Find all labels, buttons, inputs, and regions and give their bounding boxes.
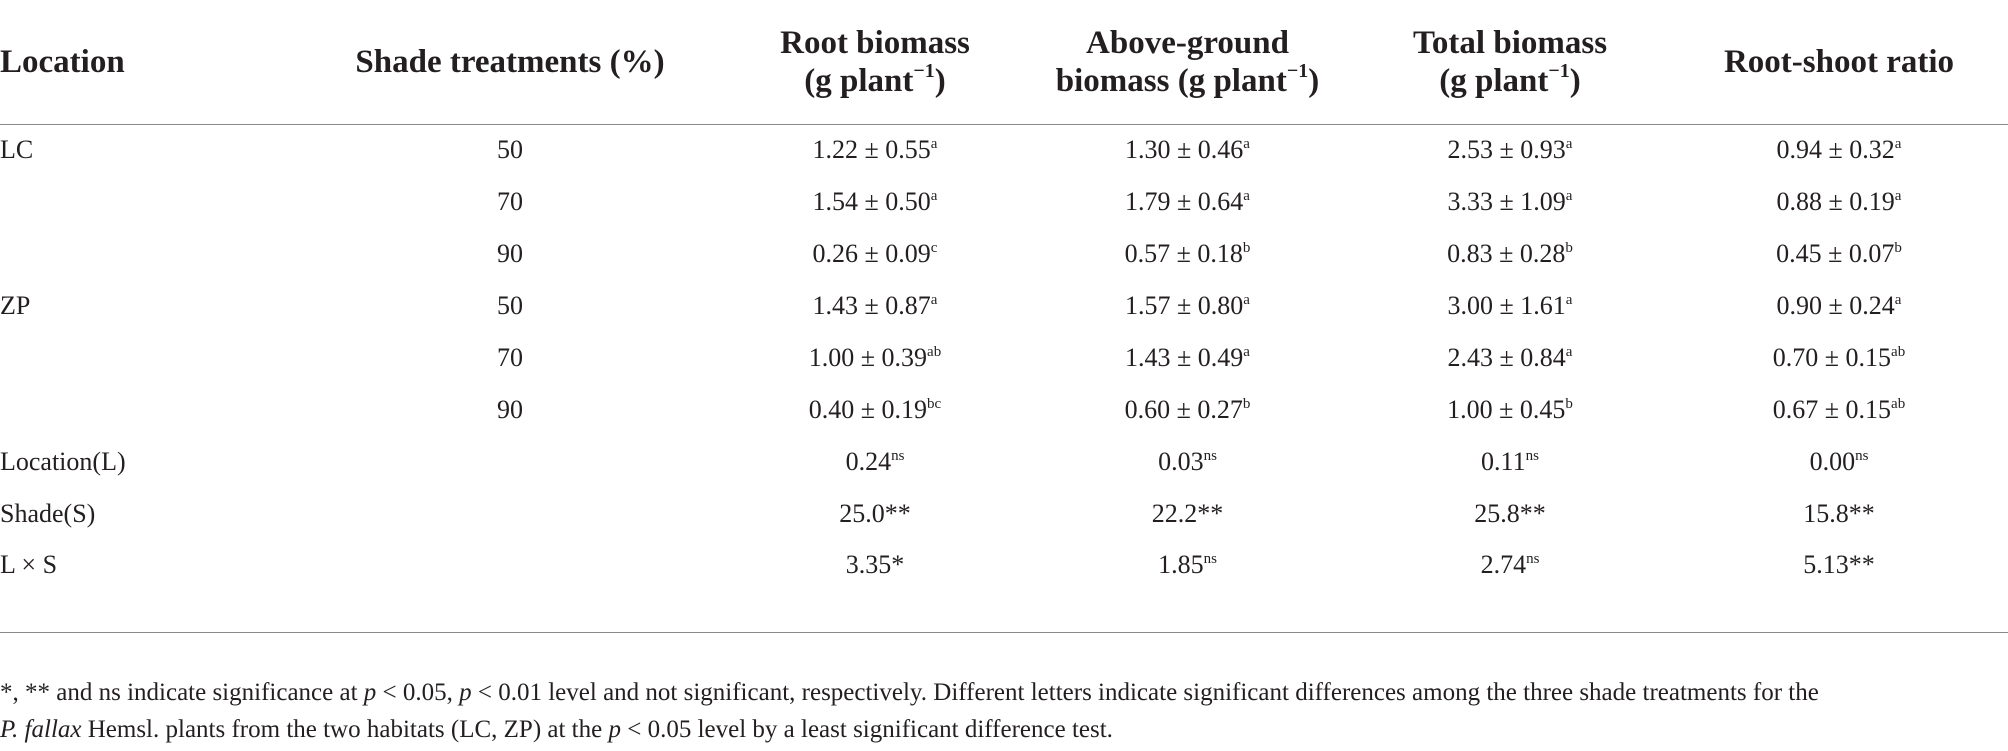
cell-shade: 70 (497, 187, 523, 216)
significance-letter: a (1894, 136, 1902, 153)
significance-letter: a (930, 188, 938, 204)
cell-location: Shade(S) (0, 499, 96, 528)
cell-value (1350, 176, 1670, 228)
cell-value-text: 0.94 ± 0.32 (1776, 135, 1895, 165)
cell-value (725, 176, 1025, 228)
cell-value-text: 0.88 ± 0.19 (1776, 187, 1895, 216)
significance-letter: ns (1203, 551, 1217, 567)
cell-value-text: 1.54 ± 0.50 (812, 187, 931, 216)
cell-value-text: 2.74 (1480, 550, 1527, 579)
cell-value-text: 0.11 (1481, 447, 1526, 476)
cell-value (1670, 540, 2008, 633)
cell-value-text: 0.90 ± 0.24 (1776, 291, 1895, 320)
significance-letter: ab (1891, 344, 1906, 360)
cell-value-text: 0.03 (1158, 447, 1204, 476)
cell-value-text: 1.79 ± 0.64 (1125, 187, 1244, 216)
header-shade-treatments: Shade treatments (%) (295, 0, 725, 124)
cell-location (0, 228, 295, 280)
cell-value-text: 0.60 ± 0.27 (1124, 395, 1243, 424)
cell-value-text: 3.35* (845, 550, 905, 579)
cell-value (1350, 124, 1670, 176)
cell-value (1025, 488, 1350, 540)
significance-letter: a (1243, 292, 1250, 308)
significance-letter: ab (1891, 396, 1906, 412)
table-body (0, 124, 2008, 633)
significance-letter: b (1242, 240, 1251, 256)
cell-value-text: 0.45 ± 0.07 (1776, 239, 1895, 268)
header-above-ground-biomass: Above-ground biomass (g plant$^{-1}$) (1025, 0, 1350, 124)
significance-letter: c (930, 240, 938, 256)
significance-letter: a (1243, 188, 1250, 204)
cell-value-text: 25.0** (839, 499, 911, 528)
cell-value (1670, 332, 2008, 384)
cell-value (725, 488, 1025, 540)
cell-location: LC (0, 135, 34, 165)
cell-value (1670, 176, 2008, 228)
cell-value (1350, 384, 1670, 436)
cell-value-text: 1.00 ± 0.39 (808, 343, 928, 372)
table-row (0, 176, 2008, 228)
significance-letter: ns (1525, 448, 1539, 464)
header-root-biomass: Root biomass (g plant$^{-1}$) (725, 0, 1025, 124)
significance-letter: a (1243, 136, 1250, 153)
significance-letter: b (1242, 396, 1251, 412)
significance-letter: bc (927, 396, 942, 412)
cell-value (1670, 280, 2008, 332)
significance-letter: a (1894, 188, 1902, 204)
cell-value-text: 2.53 ± 0.93 (1447, 135, 1566, 165)
significance-letter: b (1565, 240, 1573, 256)
cell-value (725, 228, 1025, 280)
cell-value-text: 1.00 ± 0.45 (1447, 395, 1566, 424)
significance-letter: a (930, 292, 938, 308)
cell-shade: 50 (497, 135, 523, 165)
cell-location: ZP (0, 291, 31, 320)
cell-value (725, 384, 1025, 436)
cell-value-text: 1.43 ± 0.87 (812, 291, 931, 320)
cell-value-text: 1.22 ± 0.55 (812, 135, 931, 165)
header-location: Location (0, 0, 295, 124)
header-total-biomass: Total biomass (g plant$^{-1}$) (1350, 0, 1670, 124)
significance-letter: b (1894, 240, 1902, 256)
cell-value-text: 0.26 ± 0.09 (812, 239, 931, 268)
cell-value-text: 3.00 ± 1.61 (1447, 291, 1566, 320)
significance-letter: a (1565, 188, 1573, 204)
cell-location: Location(L) (0, 447, 126, 476)
cell-value-text: 1.30 ± 0.46 (1125, 135, 1244, 165)
cell-value (1670, 384, 2008, 436)
cell-value-text: 2.43 ± 0.84 (1447, 343, 1566, 372)
cell-value (1350, 228, 1670, 280)
cell-shade (295, 488, 725, 540)
significance-letter: ns (1526, 551, 1540, 567)
table-row (0, 488, 2008, 540)
cell-value-text: 1.85 (1158, 550, 1204, 579)
cell-value (1350, 332, 1670, 384)
table-row (0, 124, 2008, 176)
cell-value-text: 0.57 ± 0.18 (1124, 239, 1243, 268)
cell-value-text: 1.43 ± 0.49 (1125, 343, 1244, 372)
significance-letter: a (1894, 292, 1902, 308)
header-row (0, 0, 2008, 124)
cell-location (0, 332, 295, 384)
cell-value (1025, 384, 1350, 436)
cell-value (1350, 488, 1670, 540)
cell-value-text: 0.24 (845, 447, 892, 476)
table-row (0, 540, 2008, 633)
cell-value (1670, 228, 2008, 280)
cell-value (1025, 280, 1350, 332)
significance-letter: a (1243, 344, 1250, 360)
cell-location (0, 176, 295, 228)
cell-shade: 50 (497, 291, 523, 320)
table-row (0, 280, 2008, 332)
table-row (0, 228, 2008, 280)
significance-letter: ns (1203, 448, 1217, 464)
significance-letter: ns (891, 448, 905, 464)
cell-value (725, 332, 1025, 384)
cell-value (1670, 436, 2008, 488)
cell-shade (295, 436, 725, 488)
cell-value (725, 124, 1025, 176)
significance-letter: a (930, 136, 938, 153)
cell-shade: 90 (497, 239, 523, 268)
cell-value (1025, 228, 1350, 280)
cell-value (1025, 176, 1350, 228)
cell-value-text: 22.2** (1151, 499, 1224, 528)
cell-value-text: 25.8** (1474, 499, 1546, 528)
cell-shade: 70 (497, 343, 523, 372)
cell-value-text: 3.33 ± 1.09 (1447, 187, 1566, 216)
cell-value (725, 436, 1025, 488)
cell-value-text: 0.70 ± 0.15 (1772, 343, 1892, 372)
cell-value (725, 280, 1025, 332)
significance-letter: b (1565, 396, 1573, 412)
cell-value (1025, 124, 1350, 176)
cell-value (1025, 436, 1350, 488)
table-footnote: *, ** and ns indicate significance at p < 0.05, p < 0.01 level and not significant, respectively. Different letters indicate significant differences among the three shade treatments for the P. fallax Hemsl. plants from the two habitats (LC, ZP) at the p < 0.05 level by a least significant difference test. (0, 679, 1819, 743)
cell-value-text: 15.8** (1803, 499, 1875, 528)
significance-letter: a (1565, 136, 1573, 153)
cell-value-text: 0.00 (1809, 447, 1856, 476)
significance-letter: a (1565, 344, 1573, 360)
cell-value-text: 0.83 ± 0.28 (1447, 239, 1566, 268)
table-row (0, 384, 2008, 436)
cell-location: L × S (0, 540, 295, 633)
significance-letter: ab (927, 344, 942, 360)
cell-location (0, 384, 295, 436)
cell-value (1350, 540, 1670, 633)
cell-value-text: 0.67 ± 0.15 (1772, 395, 1892, 424)
table-row (0, 332, 2008, 384)
cell-value-text: 1.57 ± 0.80 (1125, 291, 1244, 320)
table-row (0, 436, 2008, 488)
significance-letter: a (1565, 292, 1573, 308)
cell-shade: 90 (497, 395, 523, 424)
cell-value-text: 5.13** (1803, 550, 1875, 579)
cell-value (725, 540, 1025, 633)
cell-value (1025, 540, 1350, 633)
cell-value (1670, 488, 2008, 540)
cell-value (1025, 332, 1350, 384)
cell-value (1350, 436, 1670, 488)
significance-letter: ns (1855, 448, 1869, 464)
cell-value (1350, 280, 1670, 332)
cell-value (1670, 124, 2008, 176)
cell-shade (295, 540, 725, 633)
cell-value-text: 0.40 ± 0.19 (808, 395, 928, 424)
header-root-shoot-ratio: Root-shoot ratio (1670, 0, 2008, 124)
